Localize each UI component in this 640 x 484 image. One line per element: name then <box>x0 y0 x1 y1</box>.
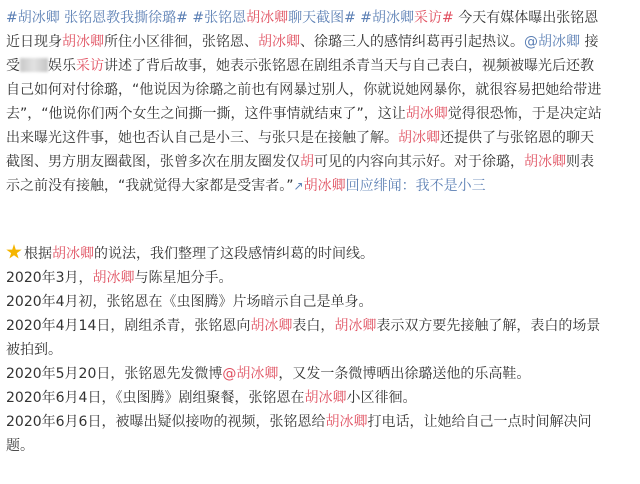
line-2 <box>6 30 638 54</box>
timeline-entry-continued <box>6 338 638 362</box>
text: 受 <box>6 58 20 74</box>
text: 出来曝光这件事，她也否认自己是小三、与张只是在接触了解。 <box>6 130 398 146</box>
linked-article-name[interactable]: 胡冰卿 <box>303 178 346 194</box>
text: ，又发一条微博晒出徐璐送他的乐高鞋。 <box>278 366 531 382</box>
text: 还提供了与张铭恩的聊天 <box>440 130 594 146</box>
text: 2020年4月初，张铭恩在《虫图腾》片场暗示自己是单身。 <box>6 294 373 310</box>
highlight-name: 胡冰卿 <box>304 390 347 406</box>
text: 2020年5月20日，张铭恩先发微博 <box>6 366 223 382</box>
text: 表示双方要先接触了解，表白的场景 <box>376 318 601 334</box>
blurred-text <box>20 58 48 72</box>
timeline-entry-continued <box>6 434 638 458</box>
hashtag-hu-bingqing[interactable]: #胡冰卿 <box>6 10 60 26</box>
text: 所住小区徘徊，张铭恩、 <box>104 34 258 50</box>
text: 示之前没有接触，“我就觉得大家都是受害者。” <box>6 178 294 194</box>
text: 、徐璐三人的感情纠葛再引起热议。 <box>300 34 524 50</box>
highlight-keyword: 采访 <box>76 58 104 74</box>
mention-link[interactable]: @胡冰卿 <box>222 366 279 382</box>
line-8 <box>6 174 638 198</box>
highlight-name: 胡冰卿 <box>62 34 104 50</box>
hashtag-zhang-minen[interactable]: 张铭恩教我撕徐璐# <box>59 10 188 26</box>
highlight-name: 胡冰卿 <box>398 130 440 146</box>
timeline-entry <box>6 314 638 338</box>
text: 被拍到。 <box>6 342 62 358</box>
text: 接 <box>580 34 599 50</box>
text: 觉得很恐怖，于是决定站 <box>447 106 602 122</box>
text: 今天有媒体曝出张铭恩 <box>453 10 599 26</box>
highlight-name: 胡 <box>300 154 314 170</box>
text: 2020年6月4日，《虫图腾》剧组聚餐，张铭恩在 <box>6 390 305 406</box>
line-6 <box>6 126 638 150</box>
hashtag-chat-screenshot-a[interactable]: #张铭恩 <box>192 10 247 26</box>
text: 2020年4月14日，剧组杀青，张铭恩向 <box>6 318 251 334</box>
news-paragraph <box>6 6 638 198</box>
highlight-name: 胡冰卿 <box>250 318 293 334</box>
text: 题。 <box>6 438 34 454</box>
line-5 <box>6 102 638 126</box>
timeline-entry <box>6 386 638 410</box>
text: 表白， <box>292 318 335 334</box>
linked-article-title[interactable]: 回应绯闻：我不是小三 <box>345 178 486 194</box>
hashtag-chat-screenshot-c[interactable]: 聊天截图# <box>288 10 356 26</box>
text: 的说法，我们整理了这段感情纠葛的时间线。 <box>94 246 374 262</box>
text: 去”，“他说你们两个女生之间撕一撕，这件事情就结束了”，这让 <box>6 106 406 122</box>
star-icon <box>6 244 22 260</box>
timeline-intro <box>6 242 638 266</box>
timeline-entry <box>6 410 638 434</box>
link-icon: ↗ <box>293 179 304 193</box>
highlight-name: 胡冰卿 <box>52 246 94 262</box>
text: 讲述了背后故事，她表示张铭恩在剧组杀青当天与自己表白，视频被曝光后还教 <box>104 58 594 74</box>
highlight-name: 胡冰卿 <box>524 154 566 170</box>
text: 截图、男方朋友圈截图，张曾多次在朋友圈发仅 <box>6 154 300 170</box>
hashtag-interview-a[interactable]: #胡冰卿 <box>360 10 415 26</box>
text: 与陈星旭分手。 <box>134 270 233 286</box>
timeline-section <box>6 242 638 458</box>
line-1 <box>6 6 638 30</box>
timeline-entry <box>6 266 638 290</box>
text: 2020年6月6日，被曝出疑似接吻的视频，张铭恩给 <box>6 414 326 430</box>
text: 近日现身 <box>6 34 62 50</box>
text: 自己如何对付徐璐，“他说因为徐璐之前也有网暴过别人，你就说她网暴你，就很容易把她给带进 <box>6 82 602 98</box>
line-3 <box>6 54 638 78</box>
highlight-name: 胡冰卿 <box>334 318 377 334</box>
timeline-entry <box>6 362 638 386</box>
timeline-entry <box>6 290 638 314</box>
hashtag-chat-screenshot-b[interactable]: 胡冰卿 <box>246 10 289 26</box>
hashtag-interview-b[interactable]: 采访# <box>414 10 454 26</box>
text: 2020年3月， <box>6 270 93 286</box>
text: 可见的内容向其示好。对于徐璐， <box>314 154 524 170</box>
highlight-name: 胡冰卿 <box>258 34 300 50</box>
highlight-name: 胡冰卿 <box>92 270 135 286</box>
highlight-name: 胡冰卿 <box>405 106 448 122</box>
highlight-name: 胡冰卿 <box>325 414 368 430</box>
text: 小区徘徊。 <box>346 390 417 406</box>
text: 娱乐 <box>48 58 76 74</box>
text: 则表 <box>566 154 594 170</box>
line-4 <box>6 78 638 102</box>
line-7 <box>6 150 638 174</box>
text: 打电话，让她给自己一点时间解决问 <box>367 414 592 430</box>
mention-link[interactable]: @胡冰卿 <box>524 34 580 50</box>
text: 根据 <box>24 246 52 262</box>
